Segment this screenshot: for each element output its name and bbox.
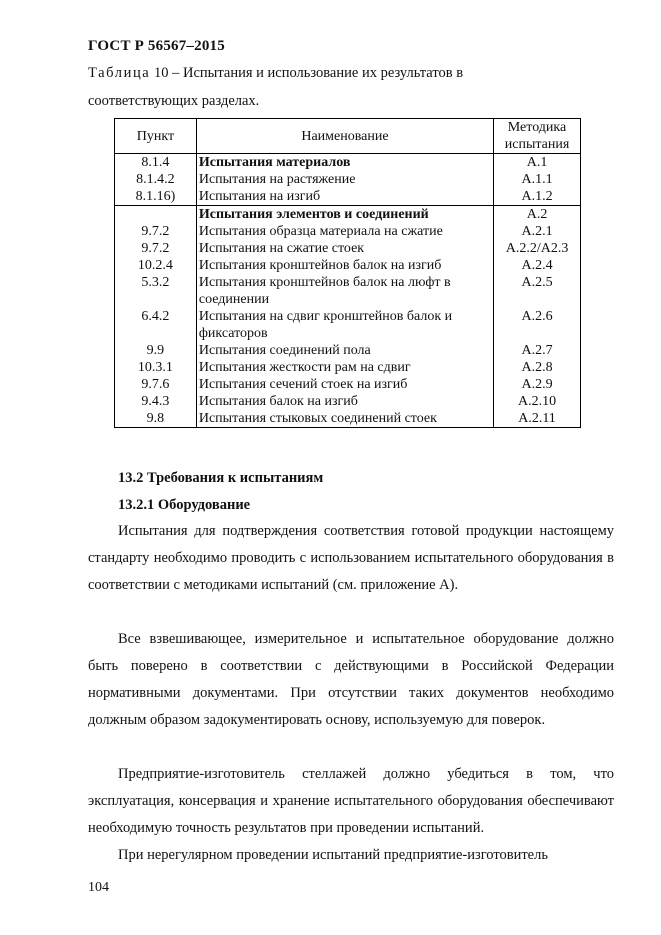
row-point: 9.8: [115, 410, 197, 428]
row-point: 6.4.2: [115, 308, 197, 342]
table-caption-text: 10 – Испытания и использование их результатов в: [150, 65, 464, 81]
page-number: 104: [88, 880, 109, 895]
table-caption-label: Таблица: [88, 65, 151, 81]
row-method: А.2.1: [494, 223, 581, 240]
subsection-heading: 13.2.1 Оборудование: [118, 497, 251, 513]
row-name: Испытания кронштейнов балок на изгиб: [196, 257, 493, 274]
row-name: Испытания на изгиб: [196, 188, 493, 206]
row-point: 5.3.2: [115, 274, 197, 308]
header-method-line2: испытания: [504, 137, 570, 152]
row-point: 9.9: [115, 342, 197, 359]
row-point: 10.2.4: [115, 257, 197, 274]
row-name: Испытания стыковых соединений стоек: [196, 410, 493, 428]
header-point: Пункт: [115, 119, 197, 154]
row-method: А.2.6: [494, 308, 581, 342]
paragraph: При нерегулярном проведении испытаний предприятие-изготовитель: [118, 847, 548, 863]
section-heading: 13.2 Требования к испытаниям: [118, 470, 324, 486]
row-method: А.2.8: [494, 359, 581, 376]
row-point: [115, 206, 197, 224]
row-point: 9.7.6: [115, 376, 197, 393]
row-method: А.2.2/А2.3: [494, 240, 581, 257]
row-name: Испытания соединений пола: [196, 342, 493, 359]
row-point: 8.1.4.2: [115, 171, 197, 188]
table-row: [115, 154, 581, 172]
row-point: 8.1.4: [115, 154, 197, 172]
document-code: ГОСТ Р 56567–2015: [88, 38, 225, 54]
row-name: Испытания жесткости рам на сдвиг: [196, 359, 493, 376]
table-row: [115, 308, 581, 342]
row-name: Испытания элементов и соединений: [196, 206, 493, 224]
row-method: А.1.2: [494, 188, 581, 206]
row-name: Испытания образца материала на сжатие: [196, 223, 493, 240]
row-point: 9.7.2: [115, 240, 197, 257]
row-name: Испытания на растяжение: [196, 171, 493, 188]
row-method: А.2.11: [494, 410, 581, 428]
row-method: А.2.4: [494, 257, 581, 274]
row-method: А.1: [494, 154, 581, 172]
row-point: 9.7.2: [115, 223, 197, 240]
paragraph: Предприятие-изготовитель стеллажей должно убедиться в том, что эксплуатация, консервация и хранение испытательного оборудования обеспечивают необходимую точность результатов при проведении испытаний.: [88, 766, 614, 836]
table-row: [115, 393, 581, 410]
table-row: [115, 376, 581, 393]
paragraph: Все взвешивающее, измерительное и испытательное оборудование должно быть поверено в соответствии с действующими в Российской Федерации нормативными документами. При отсутствии таких документов необходимо должным образом задокументировать основу, используемую для поверок.: [88, 631, 614, 728]
table-row: [115, 188, 581, 206]
row-name: Испытания на сжатие стоек: [196, 240, 493, 257]
table-caption-continuation: соответствующих разделах.: [88, 93, 260, 109]
header-name: Наименование: [196, 119, 493, 154]
row-point: 10.3.1: [115, 359, 197, 376]
row-method: А.2.7: [494, 342, 581, 359]
row-point: 8.1.16): [115, 188, 197, 206]
table-caption: [88, 62, 463, 84]
table-row: [115, 359, 581, 376]
table-row: [115, 223, 581, 240]
row-method: А.2.5: [494, 274, 581, 308]
row-point: 9.4.3: [115, 393, 197, 410]
table-header-row: [115, 119, 581, 154]
row-name: Испытания балок на изгиб: [196, 393, 493, 410]
table-row: [115, 257, 581, 274]
header-method-line1: Методика: [507, 120, 567, 135]
row-name: Испытания материалов: [196, 154, 493, 172]
table-row: [115, 240, 581, 257]
table-row: [115, 171, 581, 188]
row-name: Испытания на сдвиг кронштейнов балок и фиксаторов: [196, 308, 493, 342]
row-method: А.2.9: [494, 376, 581, 393]
row-method: А.2: [494, 206, 581, 224]
table-row: [115, 342, 581, 359]
tests-table: [114, 118, 581, 428]
row-method: А.1.1: [494, 171, 581, 188]
paragraph: Испытания для подтверждения соответствия готовой продукции настоящему стандарту необходимо проводить с использованием испытательного оборудования в соответствии с методиками испытаний (см. приложение А).: [88, 523, 614, 593]
header-method: [494, 119, 581, 154]
table-row: [115, 274, 581, 308]
table-row: [115, 206, 581, 224]
row-name: Испытания кронштейнов балок на люфт в соединении: [196, 274, 493, 308]
row-name: Испытания сечений стоек на изгиб: [196, 376, 493, 393]
table-row: [115, 410, 581, 428]
row-method: А.2.10: [494, 393, 581, 410]
